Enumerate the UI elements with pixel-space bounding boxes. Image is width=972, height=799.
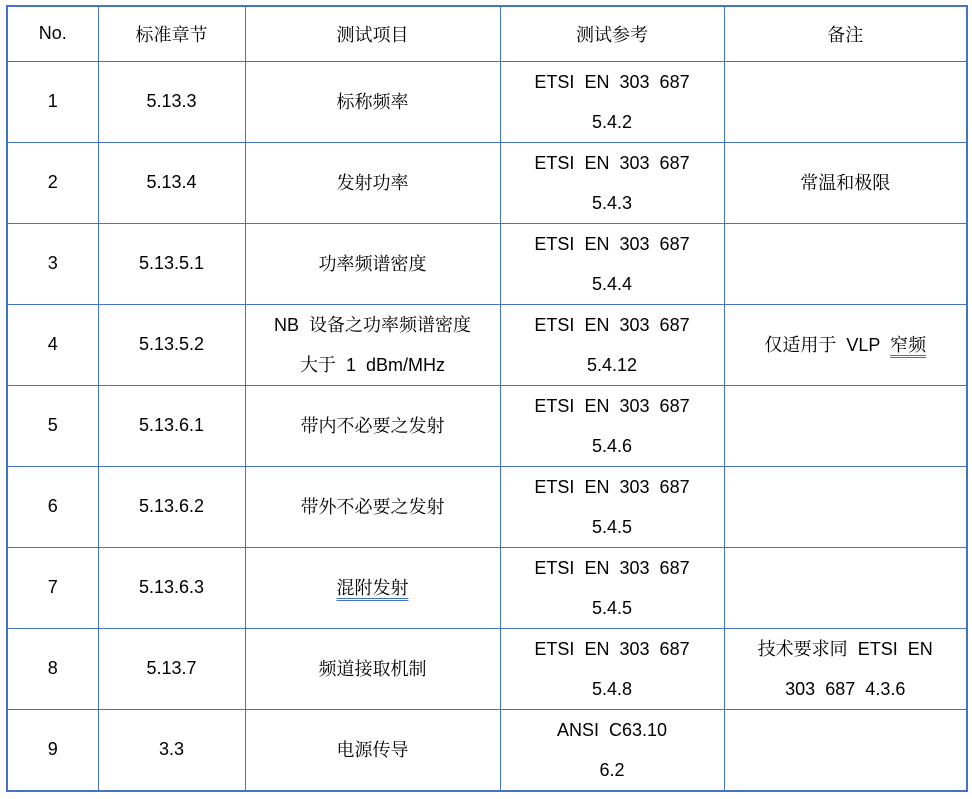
cell-no: 3 bbox=[7, 223, 98, 304]
cell-standard-section: 5.13.6.1 bbox=[98, 385, 245, 466]
cell-test-reference bbox=[500, 304, 724, 385]
cell-text: 标称频率 bbox=[336, 91, 409, 112]
cell-line bbox=[725, 629, 967, 669]
cell-line bbox=[246, 487, 500, 527]
cell-text: ETSI EN 303 687 bbox=[534, 557, 690, 578]
cell-text: 5.4.5 bbox=[591, 597, 633, 618]
cell-no: 8 bbox=[7, 628, 98, 709]
cell-test-item bbox=[245, 142, 500, 223]
cell-line bbox=[246, 568, 500, 608]
cell-test-item bbox=[245, 385, 500, 466]
cell-line bbox=[501, 224, 724, 264]
cell-line bbox=[501, 507, 724, 547]
cell-test-item bbox=[245, 466, 500, 547]
cell-text: ANSI C63.10 bbox=[556, 719, 668, 740]
cell-text: 电源传导 bbox=[336, 739, 409, 760]
cell-text: 仅适用于 VLP bbox=[764, 334, 891, 355]
cell-text: 技术要求同 ETSI EN bbox=[757, 638, 933, 659]
cell-test-reference bbox=[500, 61, 724, 142]
cell-standard-section: 5.13.7 bbox=[98, 628, 245, 709]
table-row bbox=[7, 304, 967, 385]
cell-line bbox=[725, 163, 967, 203]
cell-text: 功率频谱密度 bbox=[318, 253, 427, 274]
cell-remark bbox=[724, 61, 967, 142]
col-header-test-reference: 测试参考 bbox=[500, 6, 724, 61]
cell-line bbox=[246, 305, 500, 345]
cell-line bbox=[501, 102, 724, 142]
cell-remark bbox=[724, 385, 967, 466]
cell-line bbox=[501, 345, 724, 385]
cell-line bbox=[501, 467, 724, 507]
cell-test-reference bbox=[500, 142, 724, 223]
cell-test-reference bbox=[500, 223, 724, 304]
cell-line bbox=[501, 588, 724, 628]
col-header-standard-section: 标准章节 bbox=[98, 6, 245, 61]
cell-no: 7 bbox=[7, 547, 98, 628]
cell-line bbox=[246, 649, 500, 689]
cell-standard-section: 5.13.6.3 bbox=[98, 547, 245, 628]
cell-remark bbox=[724, 628, 967, 709]
cell-remark bbox=[724, 223, 967, 304]
header-row bbox=[7, 6, 967, 61]
cell-text: 5.4.5 bbox=[591, 516, 633, 537]
cell-test-item bbox=[245, 628, 500, 709]
cell-line bbox=[501, 669, 724, 709]
table-row bbox=[7, 628, 967, 709]
cell-test-reference bbox=[500, 709, 724, 791]
cell-test-reference bbox=[500, 628, 724, 709]
cell-text: ETSI EN 303 687 bbox=[534, 395, 690, 416]
cell-text: 带内不必要之发射 bbox=[300, 415, 445, 436]
cell-no: 9 bbox=[7, 709, 98, 791]
cell-line bbox=[725, 325, 967, 365]
cell-text: 5.4.12 bbox=[586, 354, 638, 375]
cell-text: 大于 1 dBm/MHz bbox=[299, 354, 446, 375]
cell-standard-section: 5.13.4 bbox=[98, 142, 245, 223]
cell-line bbox=[246, 345, 500, 385]
test-items-table bbox=[6, 5, 968, 792]
table-row bbox=[7, 223, 967, 304]
cell-line bbox=[501, 426, 724, 466]
proofing-underlined-text: 窄频 bbox=[890, 334, 927, 355]
cell-standard-section: 5.13.6.2 bbox=[98, 466, 245, 547]
cell-text: 发射功率 bbox=[336, 172, 409, 193]
cell-remark bbox=[724, 547, 967, 628]
cell-line bbox=[501, 143, 724, 183]
cell-text: 带外不必要之发射 bbox=[300, 496, 445, 517]
cell-line bbox=[501, 629, 724, 669]
cell-text: 5.4.8 bbox=[591, 678, 633, 699]
cell-test-reference bbox=[500, 547, 724, 628]
cell-text: ETSI EN 303 687 bbox=[534, 638, 690, 659]
cell-line bbox=[246, 406, 500, 446]
cell-text: 常温和极限 bbox=[800, 172, 891, 193]
cell-no: 1 bbox=[7, 61, 98, 142]
cell-text: 5.4.6 bbox=[591, 435, 633, 456]
cell-line bbox=[501, 548, 724, 588]
cell-text: 6.2 bbox=[599, 759, 625, 780]
cell-text: ETSI EN 303 687 bbox=[534, 314, 690, 335]
cell-text: NB 设备之功率频谱密度 bbox=[273, 314, 472, 335]
cell-line bbox=[246, 244, 500, 284]
cell-line bbox=[501, 305, 724, 345]
cell-remark bbox=[724, 709, 967, 791]
cell-test-reference bbox=[500, 385, 724, 466]
cell-standard-section: 5.13.3 bbox=[98, 61, 245, 142]
cell-text: 303 687 4.3.6 bbox=[785, 678, 906, 699]
col-header-test-item: 测试项目 bbox=[245, 6, 500, 61]
cell-no: 6 bbox=[7, 466, 98, 547]
cell-test-reference bbox=[500, 466, 724, 547]
cell-line bbox=[501, 183, 724, 223]
cell-line bbox=[501, 264, 724, 304]
cell-line bbox=[501, 710, 724, 750]
proofing-underlined-text: 混附发射 bbox=[336, 577, 409, 598]
cell-line bbox=[246, 82, 500, 122]
cell-test-item bbox=[245, 304, 500, 385]
cell-text: ETSI EN 303 687 bbox=[534, 476, 690, 497]
table-row bbox=[7, 547, 967, 628]
cell-text: 频道接取机制 bbox=[318, 658, 427, 679]
cell-no: 4 bbox=[7, 304, 98, 385]
cell-line bbox=[501, 750, 724, 790]
cell-line bbox=[501, 386, 724, 426]
cell-text: 5.4.4 bbox=[591, 273, 633, 294]
cell-test-item bbox=[245, 709, 500, 791]
cell-remark bbox=[724, 142, 967, 223]
cell-remark bbox=[724, 466, 967, 547]
cell-line bbox=[725, 669, 967, 709]
cell-standard-section: 5.13.5.1 bbox=[98, 223, 245, 304]
cell-remark bbox=[724, 304, 967, 385]
cell-text: 5.4.2 bbox=[591, 111, 633, 132]
cell-text: ETSI EN 303 687 bbox=[534, 152, 690, 173]
table-row bbox=[7, 142, 967, 223]
table-row bbox=[7, 61, 967, 142]
cell-text: ETSI EN 303 687 bbox=[534, 71, 690, 92]
cell-test-item bbox=[245, 223, 500, 304]
col-header-no: No. bbox=[7, 6, 98, 61]
cell-test-item bbox=[245, 61, 500, 142]
cell-text: ETSI EN 303 687 bbox=[534, 233, 690, 254]
cell-line bbox=[501, 62, 724, 102]
cell-line bbox=[246, 730, 500, 770]
col-header-remark: 备注 bbox=[724, 6, 967, 61]
cell-no: 2 bbox=[7, 142, 98, 223]
table-row bbox=[7, 466, 967, 547]
cell-standard-section: 3.3 bbox=[98, 709, 245, 791]
table-row bbox=[7, 385, 967, 466]
cell-standard-section: 5.13.5.2 bbox=[98, 304, 245, 385]
cell-line bbox=[246, 163, 500, 203]
cell-test-item bbox=[245, 547, 500, 628]
table-row bbox=[7, 709, 967, 791]
cell-text: 5.4.3 bbox=[591, 192, 633, 213]
cell-no: 5 bbox=[7, 385, 98, 466]
